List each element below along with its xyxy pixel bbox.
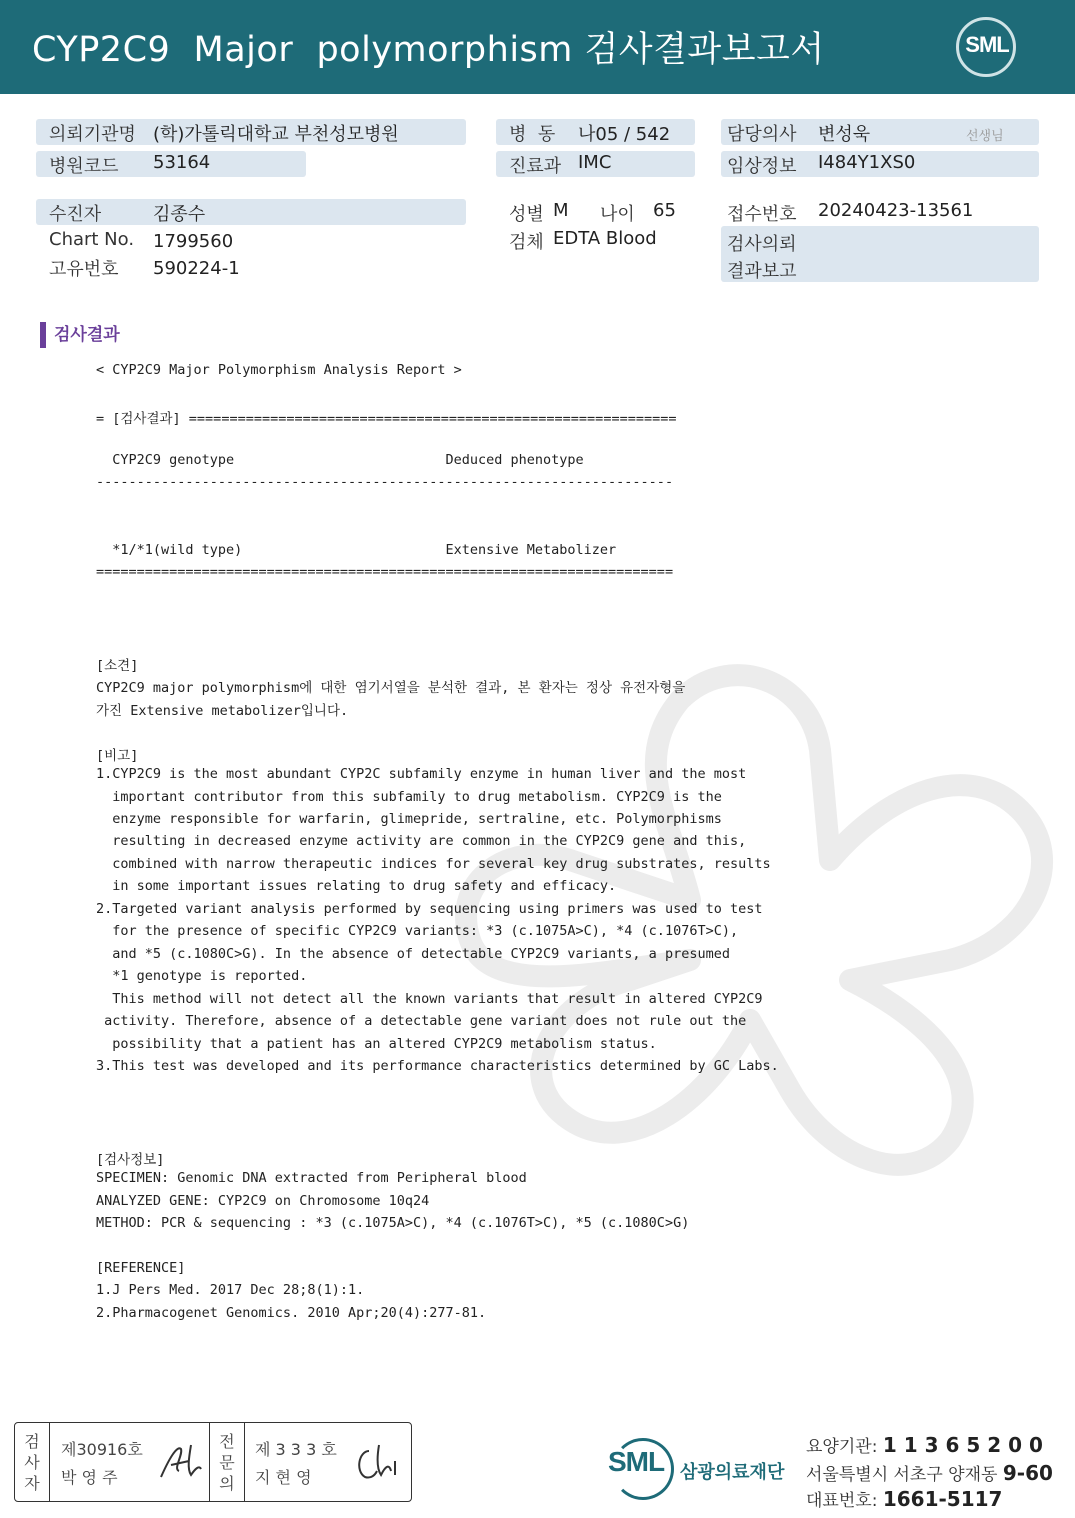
- report-line: < CYP2C9 Major Polymorphism Analysis Report >: [96, 362, 462, 378]
- report-line: METHOD: PCR & sequencing : *3 (c.1075A>C), *4 (c.1076T>C), *5 (c.1080C>G): [96, 1215, 690, 1232]
- report-line: 1.J Pers Med. 2017 Dec 28;8(1):1.: [96, 1282, 365, 1299]
- specimen-label: 검체: [509, 232, 544, 253]
- footer-code-label: 요양기관:: [806, 1437, 878, 1457]
- report-line: This method will not detect all the known variants that result in altered CYP2C9: [96, 990, 763, 1007]
- section-title: 검사결과: [40, 322, 120, 348]
- sex-label: 성별: [509, 204, 544, 225]
- footer-code-value: 1 1 3 6 5 2 0 0: [882, 1433, 1043, 1457]
- report-line: CYP2C9 genotype Deduced phenotype: [96, 451, 584, 468]
- signature-divider: [244, 1423, 245, 1501]
- report-line: 3.This test was developed and its performance characteristics determined by GC Labs.: [96, 1057, 779, 1074]
- specimen-value: EDTA Blood: [553, 228, 657, 249]
- report-line: [검사정보]: [96, 1151, 165, 1168]
- institution-label: 의뢰기관명: [49, 124, 136, 145]
- report-line: 2.Targeted variant analysis performed by sequencing using primers was used to test: [96, 900, 763, 917]
- signature-1-icon: [155, 1439, 205, 1485]
- signature-role-2: 전문의: [219, 1432, 235, 1493]
- sml-logo: SML: [965, 32, 1009, 57]
- report-title: CYP2C9 Major polymorphism 검사결과보고서: [32, 30, 825, 70]
- footer-institution-code: [806, 1432, 1043, 1457]
- report-line: enzyme responsible for warfarin, glimepride, sertraline, etc. Polymorphisms: [96, 811, 722, 827]
- footer-address-value: 9-60: [1002, 1461, 1053, 1485]
- dept-label: 진료과: [509, 156, 562, 177]
- signature-role-1: 검사자: [24, 1432, 40, 1493]
- report-line: possibility that a patient has an altered CYP2C9 metabolism status.: [96, 1035, 657, 1052]
- report-line: =======================================================================: [96, 564, 674, 581]
- report-line: ANALYZED GENE: CYP2C9 on Chromosome 10q24: [96, 1192, 430, 1209]
- report-label: 결과보고: [727, 261, 797, 282]
- report-line: combined with narrow therapeutic indices for several key drug substrates, results: [96, 855, 771, 872]
- clinical-label: 임상정보: [727, 156, 797, 177]
- unique-id-label: 고유번호: [49, 259, 119, 280]
- report-line: activity. Therefore, absence of a detectable gene variant does not rule out the: [96, 1013, 747, 1030]
- chart-no-value: 1799560: [153, 231, 234, 252]
- report-line: [소견]: [96, 657, 139, 674]
- report-line: -----------------------------------------------------------------------: [96, 474, 674, 491]
- signature-divider: [49, 1423, 50, 1501]
- footer-logo: SML: [608, 1446, 665, 1477]
- ward-label: 병 동: [509, 124, 556, 145]
- report-line: CYP2C9 major polymorphism에 대한 염기서열을 분석한 결과, 본 환자는 정상 유전자형을: [96, 680, 686, 697]
- report-line: 2.Pharmacogenet Genomics. 2010 Apr;20(4):277-81.: [96, 1304, 487, 1321]
- footer-phone: [806, 1486, 1002, 1511]
- doctor-label: 담당의사: [727, 124, 797, 145]
- report-line: 가진 Extensive metabolizer입니다.: [96, 702, 349, 719]
- footer-phone-label: 대표번호:: [806, 1491, 878, 1511]
- signature-id-2: 제 3 3 3 호: [255, 1440, 337, 1459]
- clinical-value: I484Y1XS0: [818, 152, 916, 173]
- signature-id-1: 제30916호: [61, 1440, 143, 1459]
- age-value: 65: [653, 200, 676, 221]
- report-line: *1 genotype is reported.: [96, 968, 308, 985]
- report-line: for the presence of specific CYP2C9 variants: *3 (c.1075A>C), *4 (c.1076T>C),: [96, 923, 739, 940]
- report-line: [REFERENCE]: [96, 1260, 186, 1276]
- request-label: 검사의뢰: [727, 234, 797, 255]
- footer-address: [806, 1460, 1053, 1485]
- reception-value: 20240423-13561: [818, 200, 974, 221]
- report-line: *1/*1(wild type) Extensive Metabolizer: [96, 541, 617, 558]
- dept-value: IMC: [578, 152, 612, 173]
- signature-name-1: 박 영 주: [61, 1468, 118, 1487]
- signature-divider: [209, 1423, 210, 1501]
- footer-address-label: 서울특별시 서초구 양재동: [806, 1465, 998, 1485]
- ward-value: 나05 / 542: [578, 124, 671, 145]
- cross-watermark-icon: [430, 640, 1070, 1200]
- unique-id-value: 590224-1: [153, 258, 240, 279]
- reception-label: 접수번호: [727, 204, 797, 225]
- report-line: [비고]: [96, 747, 139, 764]
- hospital-code-value: 53164: [153, 152, 211, 173]
- report-line: SPECIMEN: Genomic DNA extracted from Peripheral blood: [96, 1170, 527, 1187]
- patient-label: 수진자: [49, 204, 102, 225]
- report-line: resulting in decreased enzyme activity are common in the CYP2C9 gene and this,: [96, 833, 747, 850]
- report-line: 1.CYP2C9 is the most abundant CYP2C subfamily enzyme in human liver and the most: [96, 766, 747, 783]
- report-line: important contributor from this subfamily to drug metabolism. CYP2C9 is the: [96, 788, 722, 805]
- report-line: = [검사결과] ============================================================: [96, 410, 677, 427]
- patient-value: 김종수: [153, 204, 206, 225]
- hospital-code-label: 병원코드: [49, 156, 119, 177]
- signature-2-icon: [351, 1441, 403, 1483]
- signature-name-2: 지 현 영: [255, 1468, 312, 1487]
- report-header: [0, 0, 1075, 94]
- report-line: in some important issues relating to drug safety and efficacy.: [96, 878, 617, 895]
- doctor-value: 변성욱: [818, 124, 871, 145]
- doctor-suffix: 선생님: [966, 129, 1004, 144]
- footer-phone-value: 1661-5117: [882, 1487, 1003, 1511]
- signature-box: [14, 1422, 412, 1502]
- age-label: 나이: [600, 204, 635, 225]
- report-line: and *5 (c.1080C>G). In the absence of detectable CYP2C9 variants, a presumed: [96, 945, 730, 962]
- sex-value: M: [553, 200, 569, 221]
- footer-org-name: 삼광의료재단: [680, 1462, 785, 1483]
- institution-value: (학)가톨릭대학교 부천성모병원: [153, 124, 399, 145]
- chart-no-label: Chart No.: [49, 229, 135, 250]
